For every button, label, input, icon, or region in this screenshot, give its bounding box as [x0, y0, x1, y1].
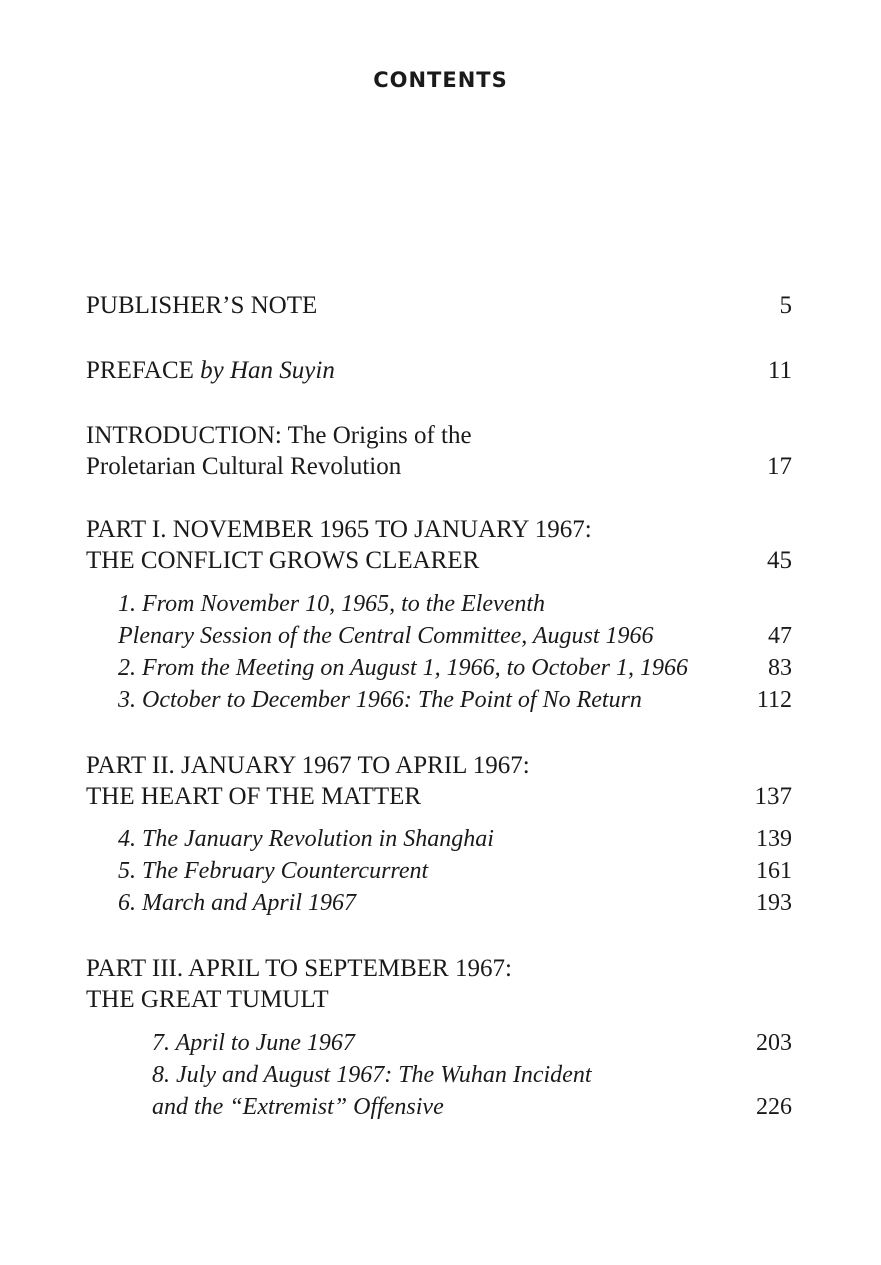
- toc-page-number: 47: [768, 623, 792, 649]
- toc-entry-title: PUBLISHER’S NOTE: [86, 292, 318, 319]
- page-title: CONTENTS: [373, 68, 508, 92]
- toc-page-number: 139: [756, 826, 792, 852]
- toc-page-number: 5: [779, 292, 792, 319]
- toc-part-subtitle: THE CONFLICT GROWS CLEARER: [86, 547, 480, 574]
- toc-part-subtitle: THE GREAT TUMULT: [86, 986, 329, 1013]
- toc-part-title: PART III. APRIL TO SEPTEMBER 1967:: [86, 955, 512, 982]
- toc-entry-author: by Han Suyin: [200, 357, 335, 384]
- toc-part-title: PART II. JANUARY 1967 TO APRIL 1967:: [86, 752, 530, 779]
- toc-chapter-1: [86, 588, 792, 652]
- toc-chapter-title: 8. July and August 1967: The Wuhan Incident: [152, 1062, 592, 1088]
- toc-page-number: 45: [767, 547, 792, 574]
- toc-chapter-title: 4. The January Revolution in Shanghai: [118, 826, 494, 852]
- toc-chapter-title: 6. March and April 1967: [118, 890, 356, 916]
- toc-page-number: 17: [767, 453, 792, 480]
- toc-chapter-title: 5. The February Countercurrent: [118, 858, 429, 884]
- toc-chapter-title: 2. From the Meeting on August 1, 1966, to October 1, 1966: [118, 655, 688, 681]
- toc-chapter-4: [86, 823, 792, 855]
- toc-chapter-title: 7. April to June 1967: [152, 1030, 355, 1056]
- toc-page-number: 193: [756, 890, 792, 916]
- toc-part-title: PART I. NOVEMBER 1965 TO JANUARY 1967:: [86, 516, 592, 543]
- toc-entry-preface: [86, 355, 792, 386]
- toc-entry-part-1: [86, 514, 792, 576]
- toc-part-subtitle: THE HEART OF THE MATTER: [86, 783, 422, 810]
- toc-entry-part-2: [86, 750, 792, 812]
- toc-entry-title-cont: Proletarian Cultural Revolution: [86, 453, 402, 480]
- toc-chapter-3: [86, 684, 792, 716]
- toc-chapter-8: [86, 1059, 792, 1123]
- toc-entry-title: INTRODUCTION: The Origins of the: [86, 422, 472, 449]
- toc-chapter-title-cont: Plenary Session of the Central Committee, August 1966: [118, 623, 654, 649]
- toc-chapter-title: 1. From November 10, 1965, to the Eleventh: [118, 591, 546, 617]
- toc-page-number: 112: [756, 687, 792, 713]
- table-of-contents: [86, 290, 792, 1123]
- toc-page-number: 137: [754, 783, 792, 810]
- toc-page-number: 11: [767, 357, 792, 384]
- toc-entry-title: PREFACE: [86, 357, 201, 384]
- toc-entry-publishers-note: [86, 290, 792, 321]
- toc-chapter-5: [86, 855, 792, 887]
- toc-chapter-2: [86, 652, 792, 684]
- toc-chapter-title-cont: and the “Extremist” Offensive: [152, 1094, 444, 1120]
- toc-chapter-7: [86, 1027, 792, 1059]
- toc-chapter-6: [86, 887, 792, 919]
- toc-page-number: 226: [756, 1094, 792, 1120]
- toc-entry-part-3: [86, 953, 792, 1015]
- toc-page-number: 161: [756, 858, 792, 884]
- toc-chapter-title: 3. October to December 1966: The Point of No Return: [118, 687, 642, 713]
- toc-page-number: 83: [768, 655, 792, 681]
- toc-page-number: 203: [756, 1030, 792, 1056]
- toc-entry-introduction: [86, 420, 792, 482]
